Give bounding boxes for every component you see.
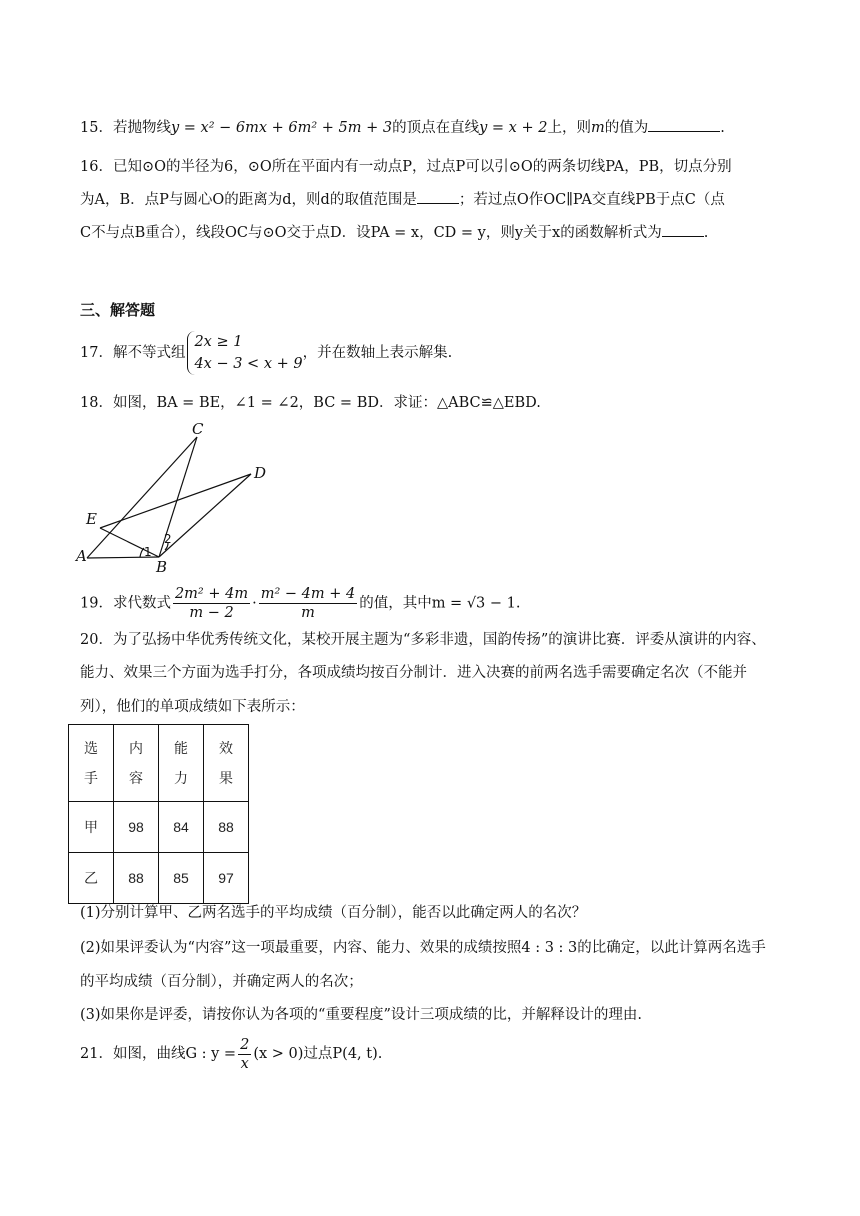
q21-fraction-numerator: 2 <box>240 1036 250 1053</box>
q16-line-2 <box>80 189 725 210</box>
q20-line-3: 列），他们的单项成绩如下表所示： <box>80 699 305 715</box>
inequality-1: 2x ≥ 1 <box>194 334 243 350</box>
label-C: C <box>192 420 204 438</box>
label-angle-1: 1 <box>144 545 152 559</box>
q21-prefix: 21．如图，曲线G : y = <box>80 1046 237 1062</box>
table-cell: 84 <box>159 802 204 853</box>
geometry-figure <box>74 420 284 575</box>
segment-ED <box>100 474 251 528</box>
q16-text-2b: ；若过点O作OC∥PA交直线PB于点C（点 <box>458 192 725 208</box>
table-cell: 85 <box>159 853 204 904</box>
q15-parabola-formula: y = x² − 6mx + 6m² + 5m + 3 <box>170 120 393 136</box>
label-B: B <box>156 558 168 575</box>
q21-fraction <box>238 1036 251 1073</box>
segment-DB <box>159 474 251 557</box>
q15-text-d: 的值为 <box>604 120 649 136</box>
question-15 <box>80 117 725 138</box>
q17-prefix: 17．解不等式组 <box>80 345 186 361</box>
q16-text-3b: . <box>703 225 709 241</box>
label-D: D <box>254 464 267 482</box>
score-table <box>68 724 249 904</box>
header-cell-contestant: 选 手 <box>69 725 114 802</box>
q15-number: 15． <box>80 120 113 136</box>
label-E: E <box>86 510 97 528</box>
fraction-1 <box>173 585 250 622</box>
q16-text-3a: C不与点B重合），线段OC与⊙O交于点D．设PA = x，CD = y，则y关于x的函数解析式为 <box>80 225 662 241</box>
q19-prefix: 19．求代数式 <box>80 595 171 612</box>
header-cell-ability: 能 力 <box>159 725 204 802</box>
table-row <box>69 853 249 904</box>
q20-sub-2-line-2: 的平均成绩（百分制），并确定两人的名次； <box>80 974 363 990</box>
segment-AC <box>87 437 197 558</box>
multiply-dot: · <box>252 595 257 612</box>
q15-line-equation: y = x + 2 <box>479 120 548 136</box>
fraction-2-numerator: m² − 4m + 4 <box>260 586 356 602</box>
fraction-2 <box>259 585 358 622</box>
q15-text-b: 的顶点在直线 <box>392 120 480 136</box>
question-17 <box>80 331 452 375</box>
q15-text-c: 上，则 <box>547 120 591 136</box>
section-heading: 三、解答题 <box>80 301 156 319</box>
header-cell-content: 内 容 <box>114 725 159 802</box>
table-cell: 88 <box>204 802 249 853</box>
q19-suffix: 的值，其中m = √3 − 1. <box>359 595 521 612</box>
q15-variable: m <box>590 120 605 136</box>
table-cell: 乙 <box>69 853 114 904</box>
fraction-2-denominator: m <box>301 605 315 621</box>
q16-line-3 <box>80 222 708 243</box>
fraction-1-denominator: m − 2 <box>189 605 234 621</box>
q20-sub-1: (1)分别计算甲、乙两名选手的平均成绩（百分制），能否以此确定两人的名次？ <box>80 905 587 921</box>
question-19 <box>80 585 521 622</box>
q20-sub-3: (3)如果你是评委，请按你认为各项的“重要程度”设计三项成绩的比，并解释设计的理由. <box>80 1007 642 1023</box>
label-angle-2: 2 <box>164 532 172 546</box>
q16-answer-blank-1[interactable] <box>417 189 459 204</box>
table-cell: 97 <box>204 853 249 904</box>
q15-text-a: 若抛物线 <box>112 120 171 136</box>
q16-answer-blank-2[interactable] <box>662 222 704 237</box>
q16-text-2a: 为A，B．点P与圆心O的距离为d，则d的取值范围是 <box>80 192 417 208</box>
q20-line-2: 能力、效果三个方面为选手打分，各项成绩均按百分制计．进入决赛的前两名选手需要确定名次（不能并 <box>80 665 747 681</box>
table-cell: 甲 <box>69 802 114 853</box>
inequality-system <box>187 331 302 375</box>
q15-answer-blank[interactable] <box>648 117 720 132</box>
table-header-row <box>69 725 249 802</box>
inequality-2: 4x − 3 < x + 9 <box>194 356 303 372</box>
q20-line-1: 20．为了弘扬中华优秀传统文化，某校开展主题为“多彩非遗，国韵传扬”的演讲比赛．评委从演讲的内容、 <box>80 632 766 648</box>
label-A: A <box>76 547 87 565</box>
header-cell-effect: 效 果 <box>204 725 249 802</box>
question-21 <box>80 1035 382 1073</box>
q16-line-1: 16．已知⊙O的半径为6，⊙O所在平面内有一动点P，过点P可以引⊙O的两条切线PA，PB，切点分别 <box>80 159 732 175</box>
table-row <box>69 802 249 853</box>
table-cell: 98 <box>114 802 159 853</box>
q15-end: . <box>720 120 725 136</box>
q21-fraction-denominator: x <box>240 1055 249 1072</box>
q17-suffix: ，并在数轴上表示解集. <box>302 345 453 361</box>
fraction-1-numerator: 2m² + 4m <box>174 586 249 602</box>
question-18: 18．如图，BA = BE，∠1 = ∠2，BC = BD．求证：△ABC≌△EBD. <box>80 395 541 411</box>
q21-suffix: (x > 0)过点P(4, t). <box>253 1046 383 1062</box>
table-cell: 88 <box>114 853 159 904</box>
q20-sub-2-line-1: (2)如果评委认为“内容”这一项最重要，内容、能力、效果的成绩按照4 : 3 : 3的比确定，以此计算两名选手 <box>80 940 766 956</box>
